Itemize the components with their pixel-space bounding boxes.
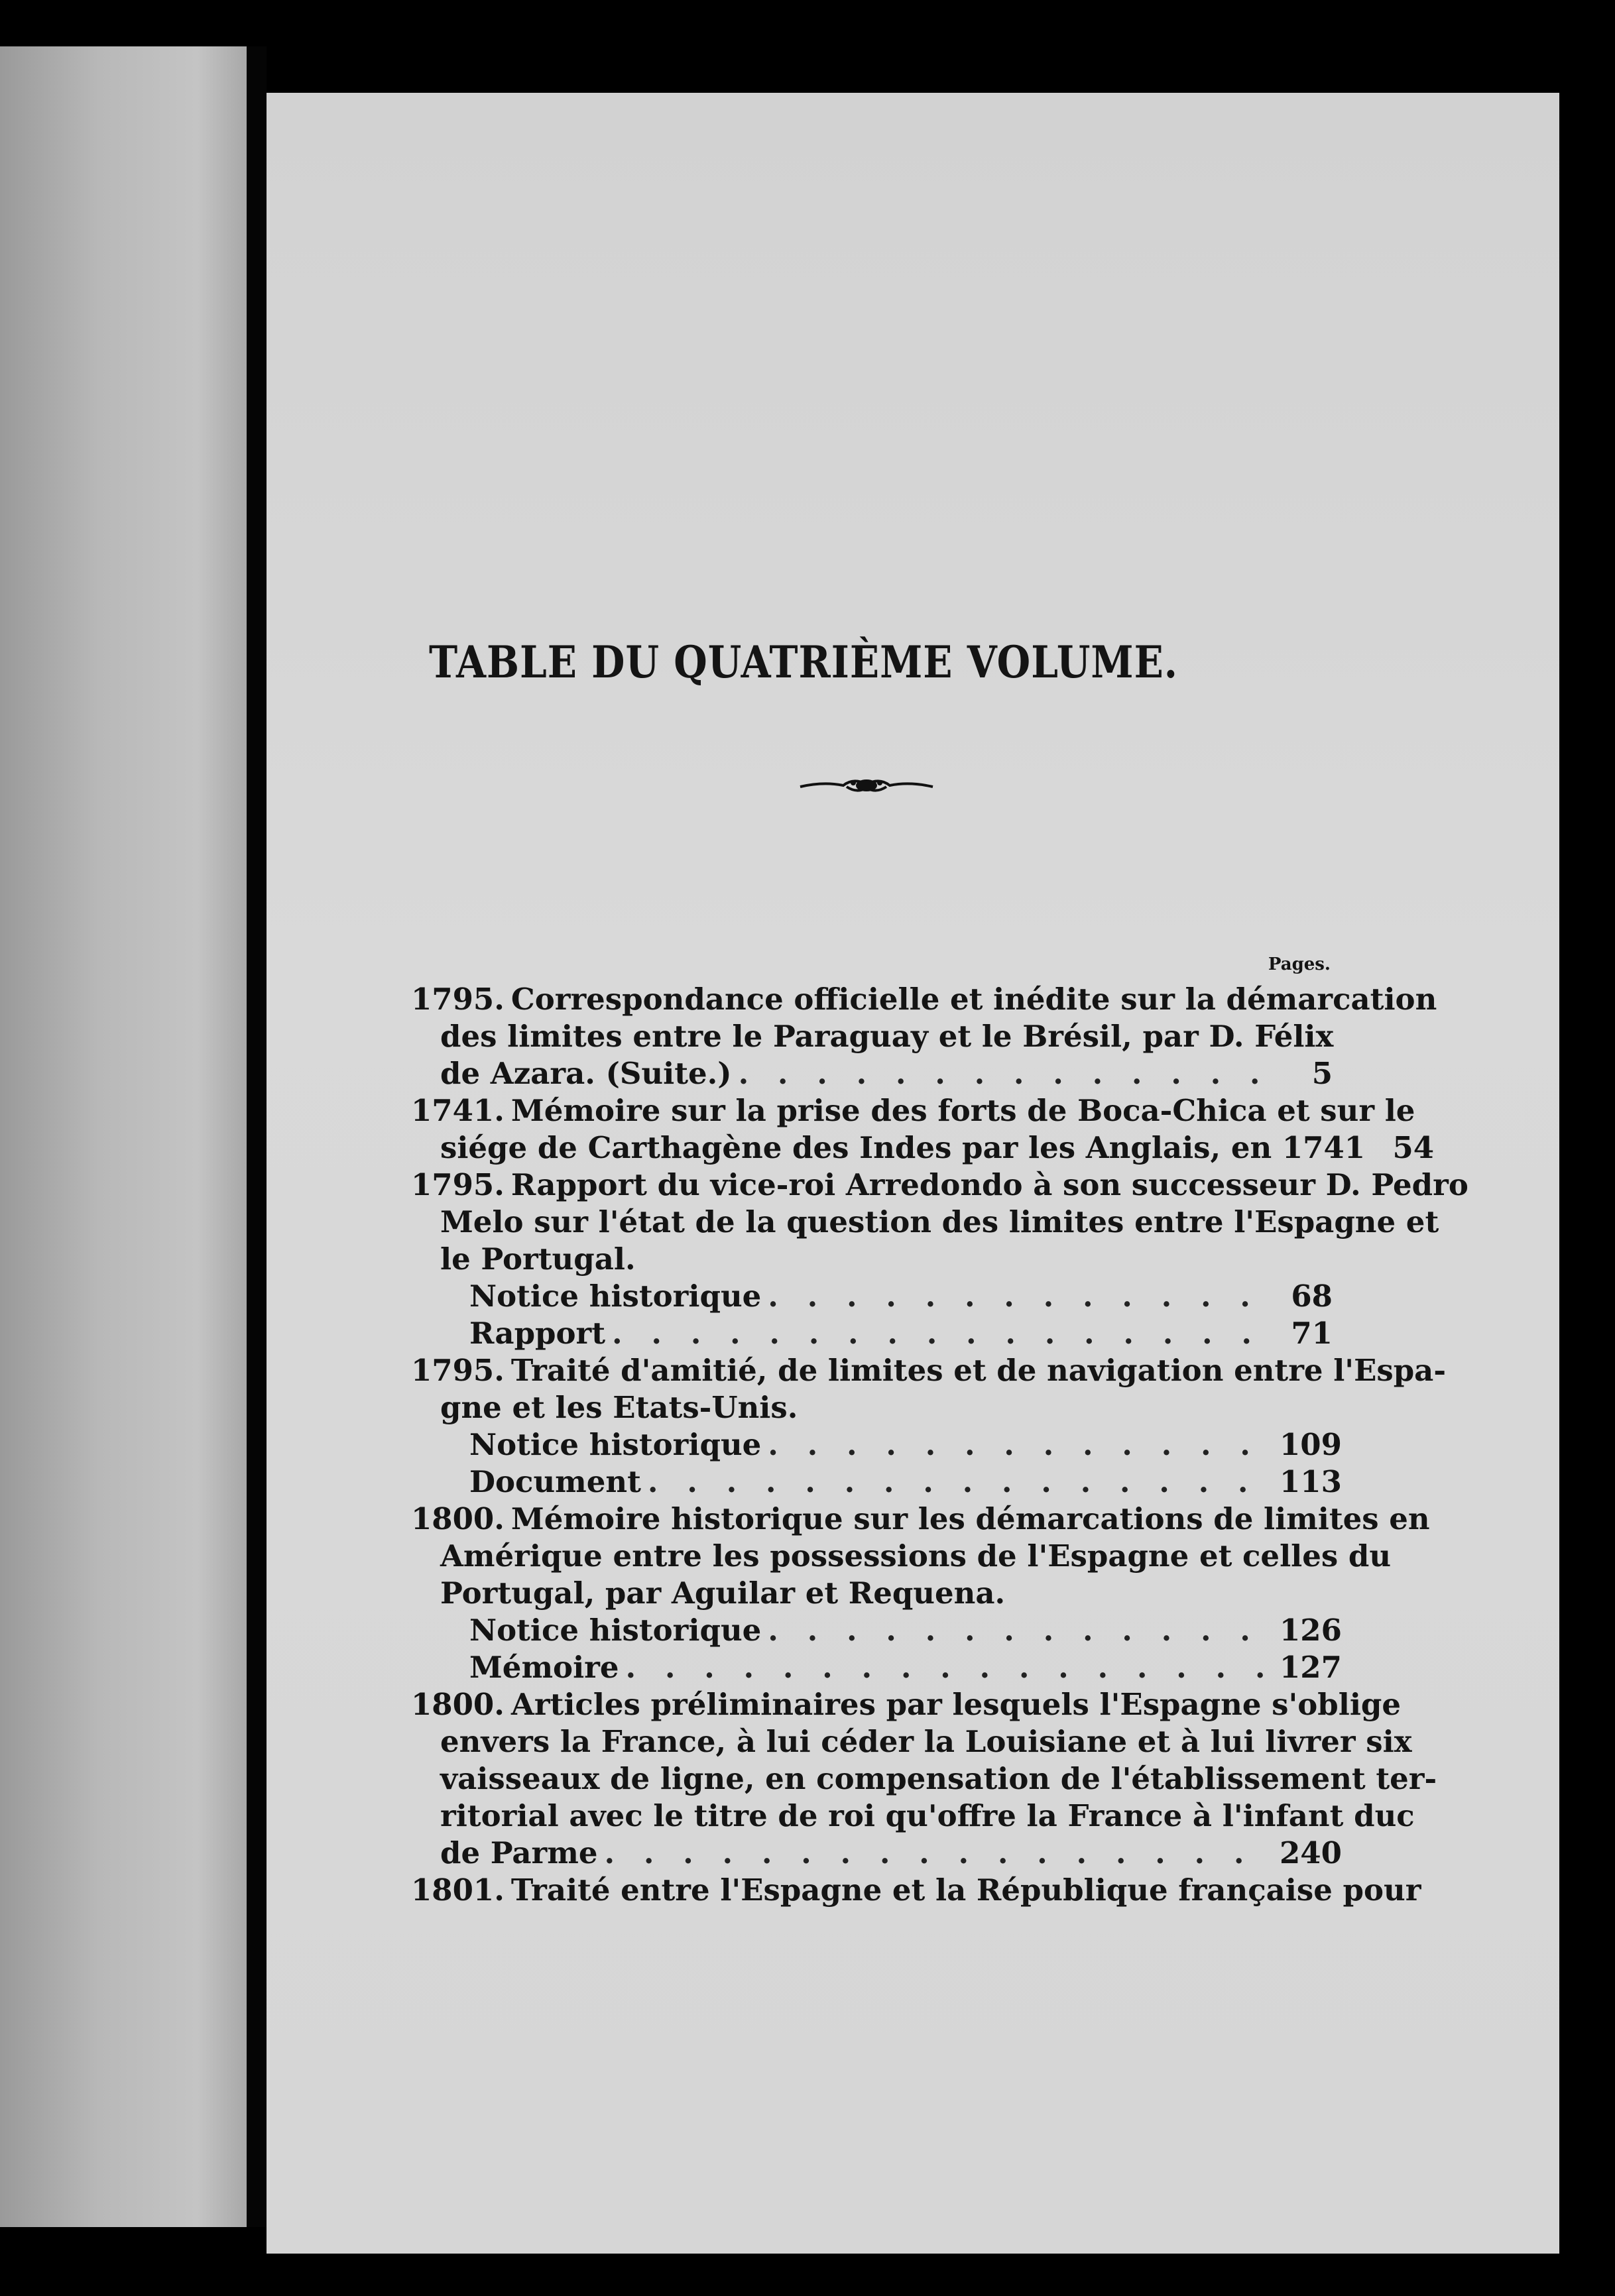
toc-entry-line	[411, 1129, 1435, 1167]
toc-page-number: 5	[1311, 1056, 1333, 1091]
toc-entry-text: vaisseaux de ligne, en compensation de l'établissement ter-	[440, 1761, 1437, 1796]
toc-entry-text: siége de Carthagène des Indes par les Anglais, en 1741	[440, 1130, 1366, 1165]
toc-page-number: 54	[1392, 1130, 1435, 1165]
toc-subentry	[411, 1464, 1342, 1501]
toc-entry-line	[411, 1055, 1333, 1092]
toc-subentry-label: Notice historique	[469, 1613, 762, 1648]
toc-entry-line	[411, 1241, 1333, 1278]
toc-entry-text: de Azara. (Suite.)	[440, 1056, 732, 1091]
leader-dots	[768, 1612, 1270, 1649]
pages-column-label: Pages.	[1268, 954, 1331, 974]
toc-subentry	[411, 1426, 1342, 1464]
toc-entry-line	[411, 1835, 1342, 1872]
toc-entry	[411, 1501, 1430, 1686]
ornament-icon	[797, 772, 936, 799]
toc-page-number: 240	[1280, 1835, 1342, 1870]
toc-entry-line	[411, 1686, 1402, 1723]
toc-entry-line	[411, 1389, 1333, 1426]
toc-entry-year: 1800.	[411, 1501, 505, 1536]
toc-entry-text: Rapport du vice-roi Arredondo à son successeur D. Pedro	[510, 1167, 1468, 1202]
leader-dots	[612, 1315, 1270, 1352]
toc-subentry-label: Notice historique	[469, 1279, 762, 1314]
toc-entry-line	[411, 981, 1437, 1018]
toc-page-number: 127	[1280, 1650, 1342, 1685]
toc-entry-text: Articles préliminaires par lesquels l'Espagne s'oblige	[510, 1687, 1402, 1722]
book-gutter	[247, 46, 267, 2227]
toc-entry	[411, 1686, 1437, 1872]
toc-entry-text: Traité entre l'Espagne et la République française pour	[510, 1872, 1421, 1908]
toc-subentry	[411, 1278, 1333, 1315]
toc-entry-line	[411, 1872, 1421, 1909]
leader-dots	[605, 1835, 1270, 1872]
toc-entry-text: Mémoire sur la prise des forts de Boca-Chica et sur le	[510, 1093, 1415, 1128]
toc-subentry-label: Rapport	[469, 1316, 606, 1351]
toc-entry-text: envers la France, à lui céder la Louisiane et à lui livrer six	[440, 1724, 1412, 1759]
toc-entry-line	[411, 1501, 1430, 1538]
toc-entry	[411, 1092, 1435, 1167]
toc-entry-text: Mémoire historique sur les démarcations de limites en	[510, 1501, 1430, 1536]
toc-subentry	[411, 1649, 1342, 1686]
toc-entry-line	[411, 1018, 1333, 1055]
toc-entry-text: gne et les Etats-Unis.	[440, 1390, 798, 1425]
toc-subentry-label: Document	[469, 1464, 641, 1499]
toc-entry-year: 1795.	[411, 1353, 505, 1388]
toc-entry-text: Amérique entre les possessions de l'Espagne et celles du	[440, 1538, 1392, 1574]
table-of-contents	[411, 981, 1468, 1909]
toc-page-number: 109	[1280, 1427, 1342, 1462]
page-title: TABLE DU QUATRIÈME VOLUME.	[428, 636, 1178, 689]
toc-page-number: 113	[1280, 1464, 1342, 1499]
toc-entry-year: 1795.	[411, 1167, 505, 1202]
toc-subentry	[411, 1315, 1333, 1352]
toc-entry	[411, 1872, 1421, 1909]
toc-entry-year: 1801.	[411, 1872, 505, 1908]
toc-entry-text: ritorial avec le titre de roi qu'offre la France à l'infant duc	[440, 1798, 1415, 1833]
toc-page-number: 71	[1291, 1316, 1333, 1351]
toc-subentry-label: Notice historique	[469, 1427, 762, 1462]
toc-entry-text: le Portugal.	[440, 1241, 636, 1277]
leader-dots	[768, 1426, 1270, 1464]
toc-entry-year: 1795.	[411, 982, 505, 1017]
leader-dots	[768, 1278, 1270, 1315]
toc-entry-text: de Parme	[440, 1835, 598, 1870]
toc-entry	[411, 981, 1437, 1092]
toc-entry-line	[411, 1167, 1468, 1204]
toc-entry-line	[411, 1798, 1415, 1835]
toc-entry-line	[411, 1723, 1412, 1760]
toc-entry-line	[411, 1204, 1439, 1241]
toc-entry-line	[411, 1538, 1392, 1575]
toc-entry-text: des limites entre le Paraguay et le Brésil, par D. Félix	[440, 1019, 1334, 1054]
toc-subentry	[411, 1612, 1342, 1649]
toc-entry-line	[411, 1575, 1333, 1612]
book-page	[267, 93, 1559, 2254]
leader-dots	[648, 1464, 1270, 1501]
toc-entry-text: Traité d'amitié, de limites et de navigation entre l'Espa-	[510, 1353, 1447, 1388]
toc-entry-line	[411, 1352, 1447, 1389]
toc-entry-year: 1741.	[411, 1093, 505, 1128]
leader-dots	[739, 1055, 1270, 1092]
toc-subentry-label: Mémoire	[469, 1650, 619, 1685]
toc-entry-text: Correspondance officielle et inédite sur la démarcation	[510, 982, 1437, 1017]
toc-entry	[411, 1167, 1468, 1352]
toc-entry-year: 1800.	[411, 1687, 505, 1722]
leader-dots	[626, 1649, 1270, 1686]
toc-page-number: 68	[1291, 1279, 1333, 1314]
toc-entry-text: Melo sur l'état de la question des limites entre l'Espagne et	[440, 1204, 1439, 1239]
previous-page-edge	[0, 46, 247, 2227]
toc-entry-line	[411, 1760, 1437, 1798]
toc-entry-text: Portugal, par Aguilar et Requena.	[440, 1576, 1006, 1611]
toc-entry-line	[411, 1092, 1415, 1129]
toc-page-number: 126	[1280, 1613, 1342, 1648]
toc-entry	[411, 1352, 1447, 1501]
